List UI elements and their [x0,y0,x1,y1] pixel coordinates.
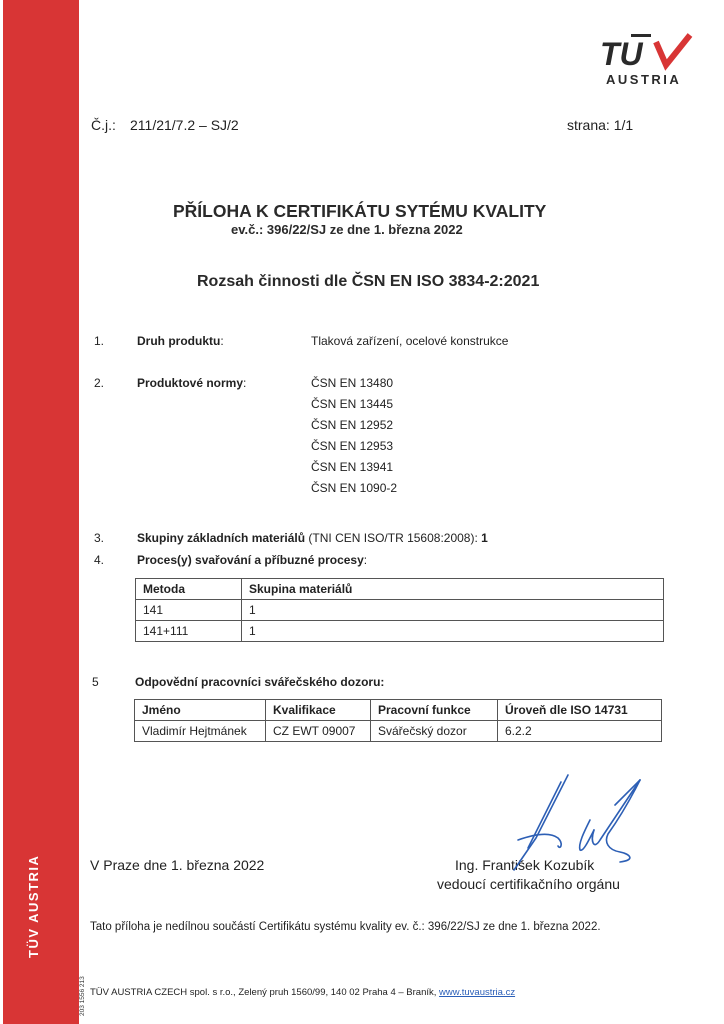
reference-label: Č.j.: [91,117,116,133]
column-header: Jméno [135,700,266,721]
table-row [136,600,664,621]
signatory-name: Ing. František Kozubík [455,857,595,873]
product-type-value: Tlaková zařízení, ocelové konstrukce [311,334,509,348]
table-cell: 6.2.2 [498,721,662,742]
handwritten-signature-icon [490,770,650,880]
column-header: Kvalifikace [266,700,371,721]
norm-item: ČSN EN 13445 [311,397,394,411]
page-number: strana: 1/1 [567,117,634,133]
column-header: Skupina materiálů [242,579,664,600]
material-groups: Skupiny základních materiálů (TNI CEN ISO/TR 15608:2008): 1 [137,531,488,545]
product-norms-label: Produktové normy: [137,376,247,390]
staff-table [134,699,662,742]
table-cell: 1 [242,621,664,642]
column-header: Metoda [136,579,242,600]
logo-subtitle: AUSTRIA [606,72,682,87]
document-code: 203 1556 213 [79,976,86,1016]
certificate-reference: ev.č.: 396/22/SJ ze dne 1. března 2022 [231,222,463,237]
brand-side-band [3,0,79,1024]
appendix-note: Tato příloha je nedílnou součástí Certifikátu systému kvality ev. č.: 396/22/SJ ze dne 1. března 2022. [90,921,601,933]
section-number: 3. [94,531,105,545]
place-and-date: V Praze dne 1. března 2022 [90,857,265,873]
column-header: Pracovní funkce [371,700,498,721]
company-address [90,987,515,998]
table-header-row [135,700,662,721]
table-cell: Svářečský dozor [371,721,498,742]
section-number: 1. [94,334,105,348]
company-address-text: TÜV AUSTRIA CZECH spol. s r.o., Zelený pruh 1560/99, 140 02 Praha 4 – Braník, [90,987,437,998]
table-cell: 141 [136,600,242,621]
norm-item: ČSN EN 13480 [311,376,394,390]
table-cell: CZ EWT 09007 [266,721,371,742]
norm-item: ČSN EN 12952 [311,418,394,432]
product-type-label: Druh produktu: [137,334,224,348]
table-cell: 141+111 [136,621,242,642]
document-title: PŘÍLOHA K CERTIFIKÁTU SYTÉMU KVALITY [173,201,547,221]
section-number: 2. [94,376,105,390]
section-number: 4. [94,553,105,567]
process-table [135,578,664,642]
website-link[interactable]: www.tuvaustria.cz [439,987,516,998]
column-header: Úroveň dle ISO 14731 [498,700,662,721]
table-cell: 1 [242,600,664,621]
tuv-austria-logo [598,32,698,92]
brand-band-text: TÜV AUSTRIA [26,854,41,958]
welding-processes-label: Proces(y) svařování a příbuzné procesy: [137,553,368,567]
reference-number: 211/21/7.2 – SJ/2 [130,117,239,133]
svg-text:TU: TU [600,36,643,72]
section-number: 5 [92,675,99,689]
table-row [136,621,664,642]
norm-item: ČSN EN 12953 [311,439,394,453]
scope-title: Rozsah činnosti dle ČSN EN ISO 3834-2:2021 [197,273,540,290]
table-cell: Vladimír Hejtmánek [135,721,266,742]
signatory-role: vedoucí certifikačního orgánu [437,876,620,892]
supervisors-label: Odpovědní pracovníci svářečského dozoru: [135,675,385,689]
table-row [135,721,662,742]
norm-item: ČSN EN 13941 [311,460,394,474]
table-header-row [136,579,664,600]
norm-item: ČSN EN 1090-2 [311,481,398,495]
